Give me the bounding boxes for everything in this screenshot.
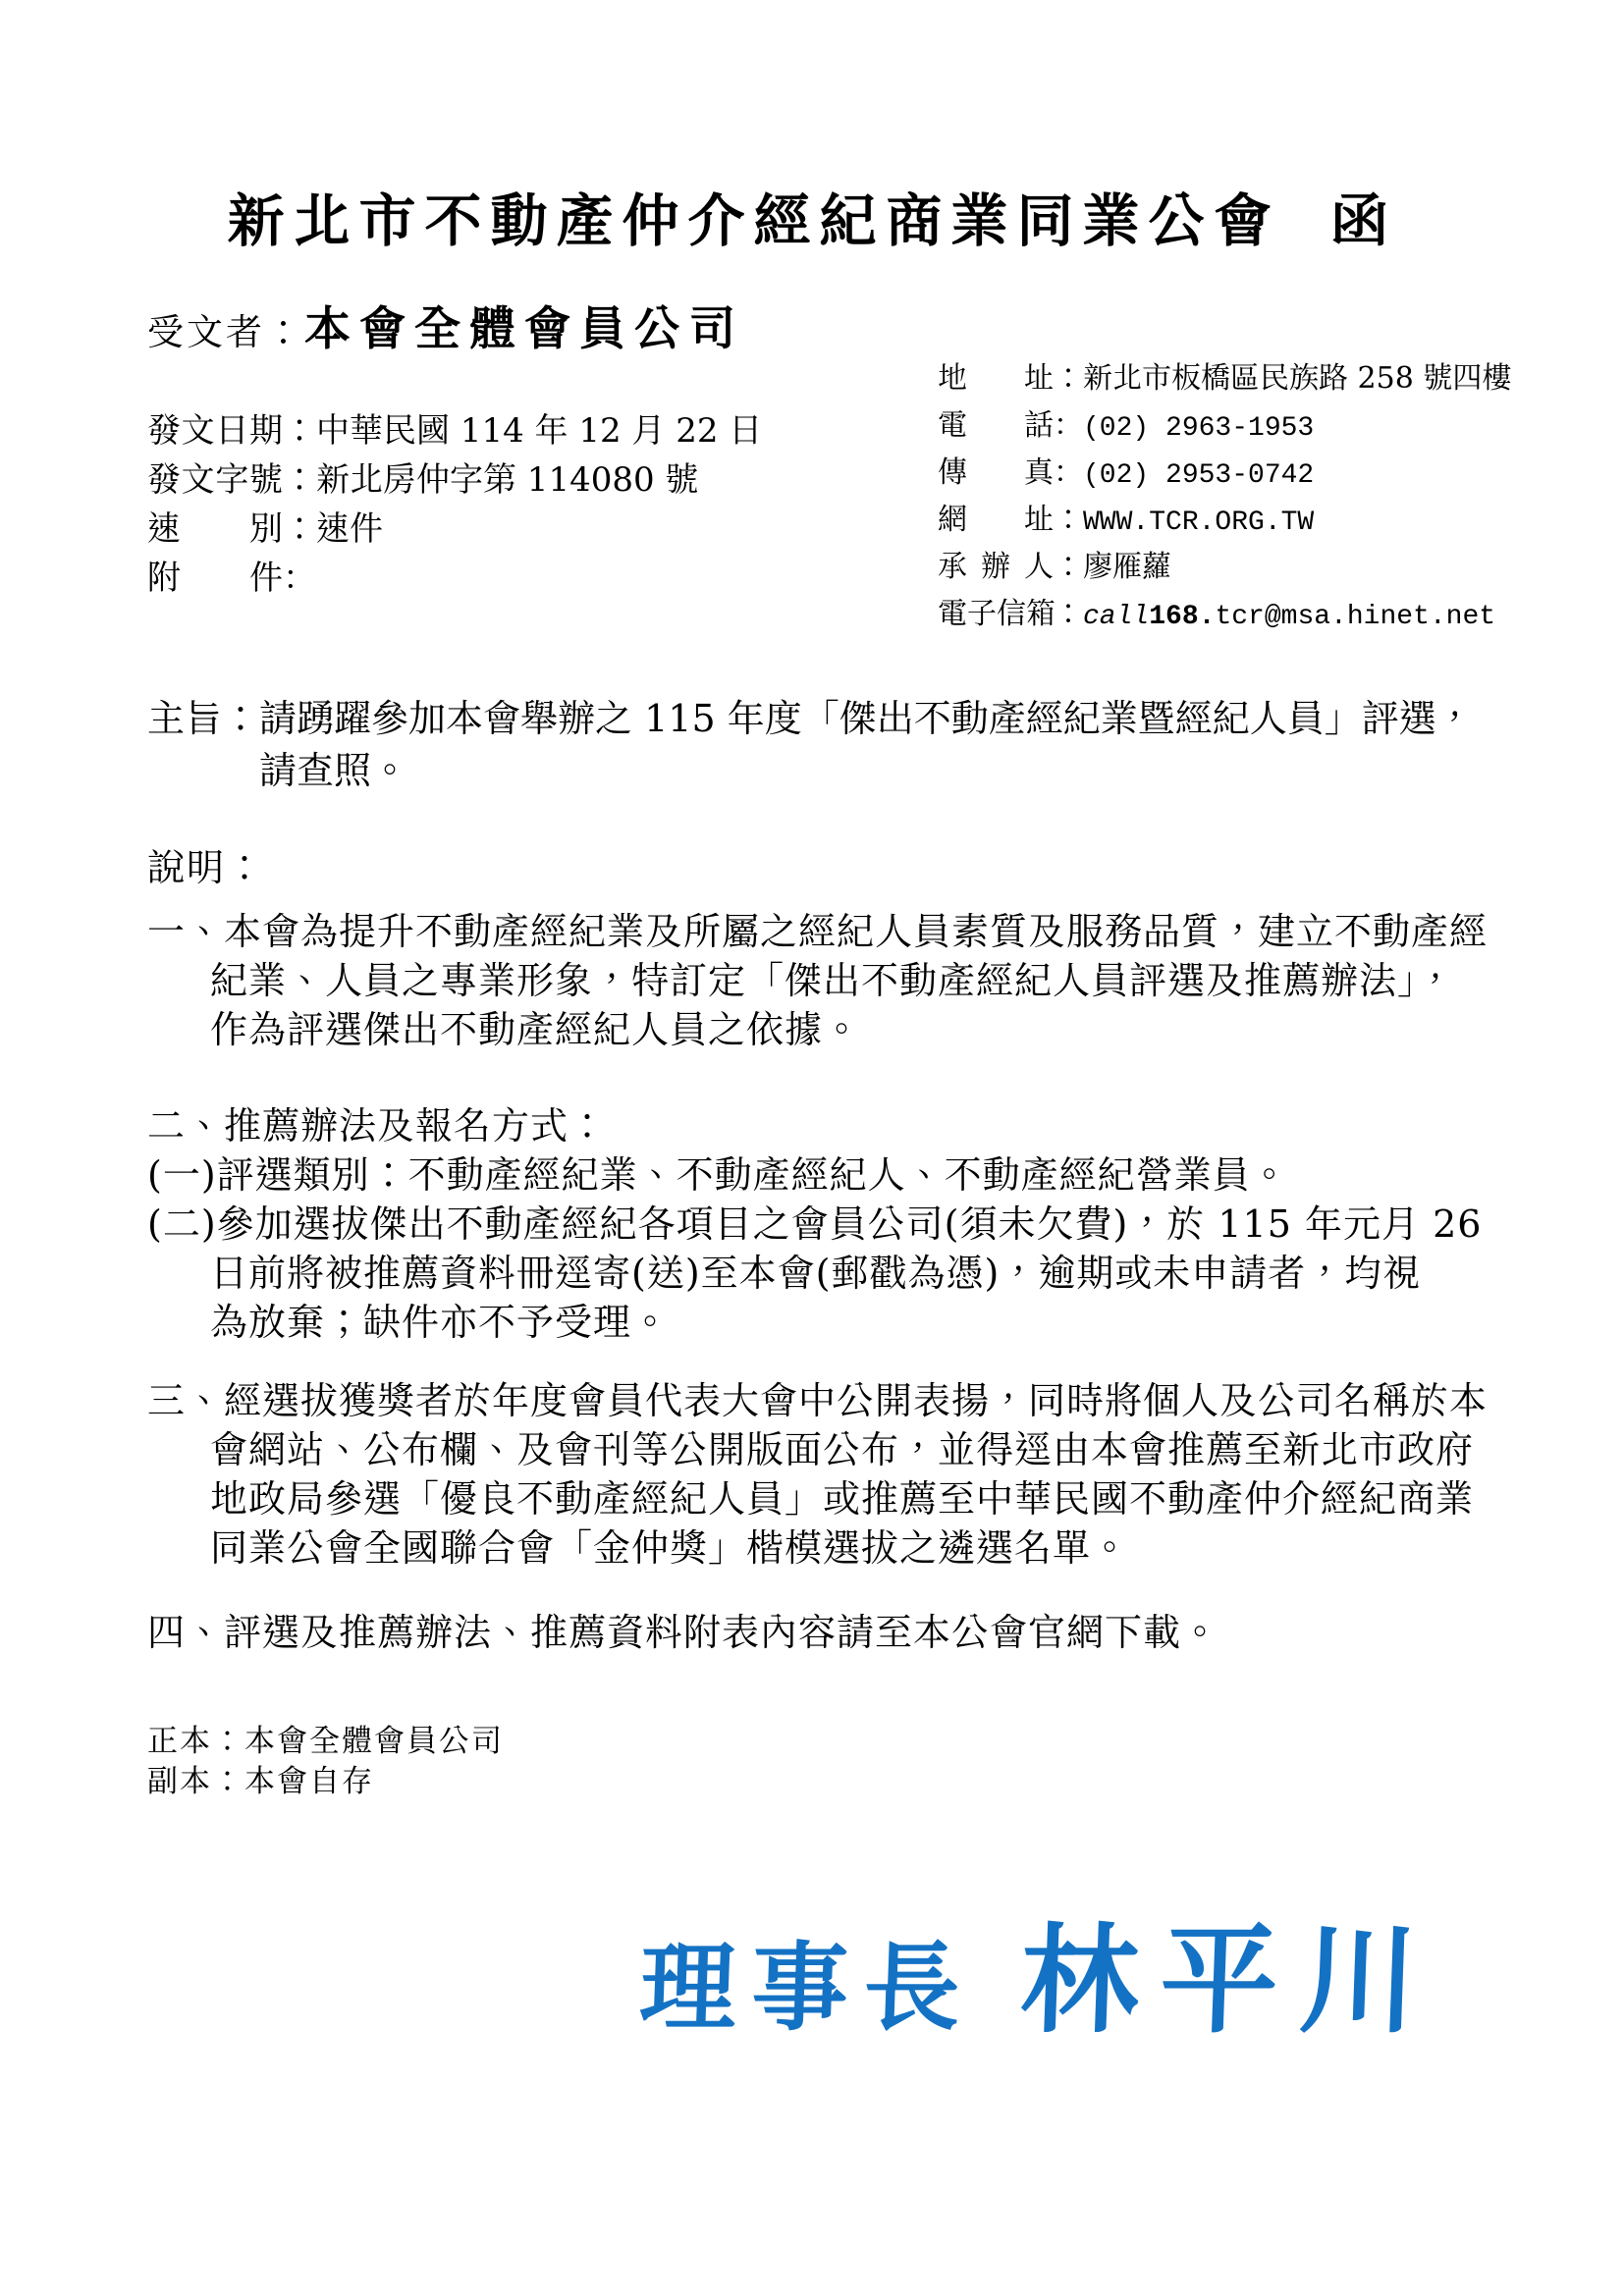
speed-value: 速件 bbox=[316, 509, 383, 549]
row-attachment: 附件： bbox=[147, 554, 762, 603]
subject-label: 主旨： bbox=[147, 697, 260, 740]
row-issue-date: 發文日期：中華民國 114 年 12 月 22 日 bbox=[147, 406, 762, 455]
row-address: 地址：新北市板橋區民族路 258 號四樓 bbox=[938, 355, 1511, 402]
subject-text-line2: 請查照。 bbox=[259, 749, 409, 792]
document-type: 函 bbox=[1330, 187, 1397, 254]
phone-label: 電話 bbox=[938, 408, 1054, 443]
explanation-item-1: 一、本會為提升不動產經紀業及所屬之經紀人員素質及服務品質，建立不動產經 紀業、人員之專業形象，特訂定「傑出不動產經紀人員評選及推薦辦法」， 作為評選傑出不動產經紀人員之依據。 bbox=[147, 910, 1489, 1051]
email-label: 電子信箱 bbox=[938, 597, 1056, 631]
letter-title bbox=[0, 175, 1624, 257]
row-speed: 速別：速件 bbox=[147, 505, 762, 554]
association-name: 新北市不動產仲介經紀商業同業公會 bbox=[227, 187, 1280, 254]
row-fax: 傳真：(02) 2953-0742 bbox=[938, 450, 1511, 497]
copies-block bbox=[147, 1722, 504, 1802]
meta-left-block bbox=[147, 406, 762, 603]
subject-text-line1: 請踴躍參加本會舉辦之 115 年度「傑出不動產經紀業暨經紀人員」評選， bbox=[259, 697, 1474, 740]
explanation-item-2-sub-2: (二)參加選拔傑出不動產經紀各項目之會員公司(須未欠費)，於 115 年元月 26 日前將被推薦資料冊逕寄(送)至本會(郵戳為憑)，逾期或未申請者，均視 為放棄；缺件亦不予受理。 bbox=[147, 1202, 1483, 1344]
row-phone: 電話：(02) 2963-1953 bbox=[938, 402, 1511, 450]
website-label: 網址 bbox=[938, 503, 1054, 537]
issue-date-value: 中華民國 114 年 12 月 22 日 bbox=[316, 411, 763, 451]
chairman-title: 理事長 bbox=[637, 1933, 978, 2045]
recipient-line bbox=[147, 293, 744, 358]
attachment-label: 附件 bbox=[147, 559, 283, 598]
contact-person-label: 承辦人 bbox=[938, 550, 1054, 584]
explanation-item-2-sub-1: (一)評選類別：不動產經紀業、不動產經紀人、不動產經紀營業員。 bbox=[147, 1153, 1289, 1197]
recipient-value: 本會全體會員公司 bbox=[304, 302, 744, 356]
original-copy-line: 正本：本會全體會員公司 bbox=[147, 1724, 504, 1759]
doc-number-label: 發文字號 bbox=[147, 460, 283, 500]
address-value: 新北市板橋區民族路 258 號四樓 bbox=[1083, 361, 1512, 396]
duplicate-copy-line: 副本：本會自存 bbox=[147, 1764, 374, 1799]
explanation-label: 說明： bbox=[147, 846, 266, 889]
row-doc-number: 發文字號：新北房仲字第 114080 號 bbox=[147, 455, 762, 505]
doc-number-value: 新北房仲字第 114080 號 bbox=[316, 460, 699, 500]
phone-value: (02) 2963-1953 bbox=[1083, 413, 1315, 444]
fax-label: 傳真 bbox=[938, 455, 1054, 490]
explanation-item-4: 四、評選及推薦辦法、推薦資料附表內容請至本公會官網下載。 bbox=[147, 1611, 1220, 1654]
speed-label: 速別 bbox=[147, 509, 283, 549]
contact-person-value: 廖雁蘿 bbox=[1083, 550, 1171, 584]
chairman-signature bbox=[637, 1887, 1441, 2056]
chairman-name: 林平川 bbox=[1017, 1913, 1441, 2050]
recipient-label: 受文者： bbox=[147, 311, 304, 353]
explanation-items bbox=[147, 907, 1488, 1657]
email-value: call168.tcr@msa.hinet.net bbox=[1083, 602, 1496, 632]
address-label: 地址 bbox=[938, 361, 1054, 396]
fax-value: (02) 2953-0742 bbox=[1083, 460, 1315, 491]
website-value: WWW.TCR.ORG.TW bbox=[1083, 507, 1315, 538]
explanation-item-2: 二、推薦辦法及報名方式： bbox=[147, 1104, 608, 1148]
row-email: 電子信箱：call168.tcr@msa.hinet.net bbox=[938, 591, 1511, 638]
subject-block bbox=[147, 693, 1474, 797]
explanation-item-3: 三、經選拔獲獎者於年度會員代表大會中公開表揚，同時將個人及公司名稱於本 會網站、公布欄、及會刊等公開版面公布，並得逕由本會推薦至新北市政府 地政局參選「優良不動產經紀人員」或推薦至中華民國不動產仲介經紀商業 同業公會全國聯合會「金仲獎」楷模選拔之遴選名單。 bbox=[147, 1379, 1489, 1570]
meta-right-block bbox=[938, 355, 1511, 638]
row-contact-person: 承辦人：廖雁蘿 bbox=[938, 544, 1511, 591]
row-website: 網址：WWW.TCR.ORG.TW bbox=[938, 497, 1511, 544]
issue-date-label: 發文日期 bbox=[147, 411, 283, 451]
